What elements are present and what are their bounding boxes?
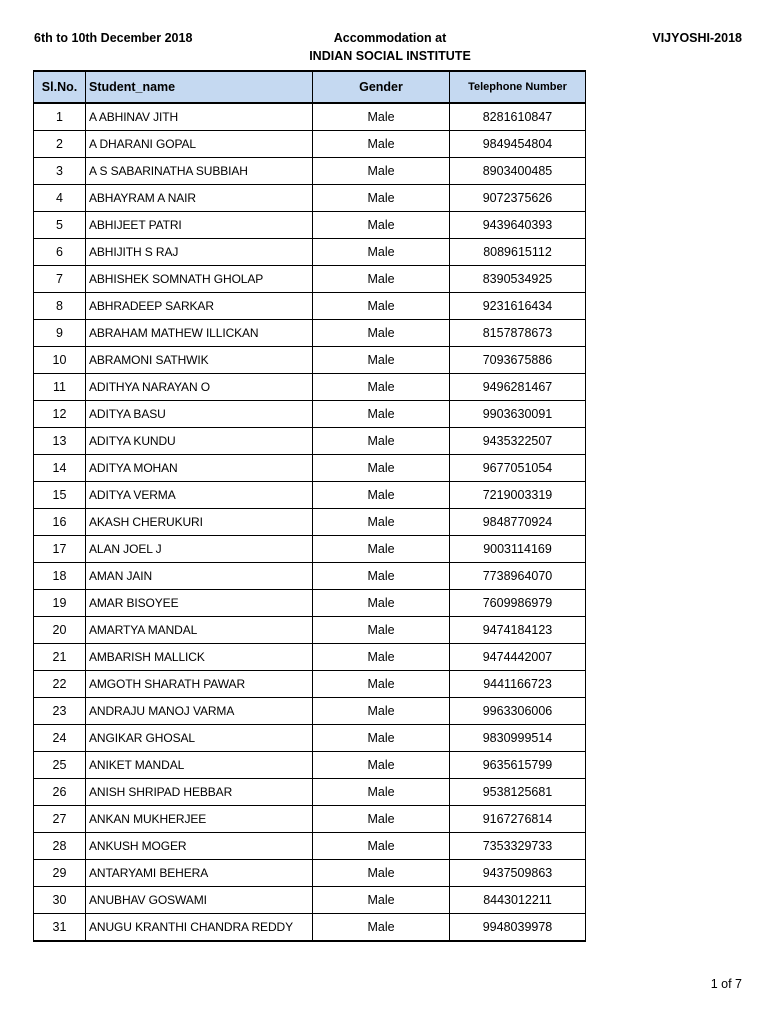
- cell-sl-no: 17: [34, 536, 86, 563]
- cell-student-name: ADITYA VERMA: [86, 482, 313, 509]
- column-header-gender: Gender: [313, 71, 450, 103]
- cell-gender: Male: [313, 617, 450, 644]
- cell-gender: Male: [313, 239, 450, 266]
- cell-gender: Male: [313, 509, 450, 536]
- cell-student-name: ABHAYRAM A NAIR: [86, 185, 313, 212]
- cell-sl-no: 22: [34, 671, 86, 698]
- table-row: [34, 131, 586, 158]
- cell-sl-no: 13: [34, 428, 86, 455]
- cell-student-name: A ABHINAV JITH: [86, 103, 313, 131]
- cell-student-name: ALAN JOEL J: [86, 536, 313, 563]
- cell-student-name: A DHARANI GOPAL: [86, 131, 313, 158]
- cell-telephone: 9635615799: [450, 752, 586, 779]
- cell-student-name: ADITYA KUNDU: [86, 428, 313, 455]
- cell-gender: Male: [313, 536, 450, 563]
- cell-telephone: 9474184123: [450, 617, 586, 644]
- cell-student-name: ANISH SHRIPAD HEBBAR: [86, 779, 313, 806]
- cell-gender: Male: [313, 212, 450, 239]
- cell-student-name: ANKAN MUKHERJEE: [86, 806, 313, 833]
- cell-gender: Male: [313, 320, 450, 347]
- cell-gender: Male: [313, 590, 450, 617]
- cell-sl-no: 1: [34, 103, 86, 131]
- cell-sl-no: 20: [34, 617, 86, 644]
- cell-student-name: ADITHYA NARAYAN O: [86, 374, 313, 401]
- cell-student-name: AMAR BISOYEE: [86, 590, 313, 617]
- cell-sl-no: 9: [34, 320, 86, 347]
- table-body: [34, 103, 586, 941]
- cell-student-name: AMGOTH SHARATH PAWAR: [86, 671, 313, 698]
- cell-student-name: ABRAHAM MATHEW ILLICKAN: [86, 320, 313, 347]
- cell-telephone: 7219003319: [450, 482, 586, 509]
- cell-telephone: 9231616434: [450, 293, 586, 320]
- column-header-student-name: Student_name: [86, 71, 313, 103]
- cell-telephone: 9003114169: [450, 536, 586, 563]
- cell-gender: Male: [313, 482, 450, 509]
- table-row: [34, 239, 586, 266]
- cell-telephone: 9903630091: [450, 401, 586, 428]
- cell-student-name: AMBARISH MALLICK: [86, 644, 313, 671]
- table-row: [34, 509, 586, 536]
- cell-student-name: ANIKET MANDAL: [86, 752, 313, 779]
- cell-sl-no: 8: [34, 293, 86, 320]
- cell-gender: Male: [313, 833, 450, 860]
- cell-student-name: ABHRADEEP SARKAR: [86, 293, 313, 320]
- header-title-line1: Accommodation at: [333, 31, 447, 45]
- cell-gender: Male: [313, 752, 450, 779]
- cell-student-name: A S SABARINATHA SUBBIAH: [86, 158, 313, 185]
- cell-student-name: AMAN JAIN: [86, 563, 313, 590]
- cell-gender: Male: [313, 455, 450, 482]
- cell-telephone: 8903400485: [450, 158, 586, 185]
- table-row: [34, 455, 586, 482]
- cell-student-name: ABHISHEK SOMNATH GHOLAP: [86, 266, 313, 293]
- cell-student-name: ADITYA MOHAN: [86, 455, 313, 482]
- table-row: [34, 833, 586, 860]
- table-row: [34, 266, 586, 293]
- cell-gender: Male: [313, 671, 450, 698]
- cell-gender: Male: [313, 725, 450, 752]
- cell-telephone: 8089615112: [450, 239, 586, 266]
- table-row: [34, 617, 586, 644]
- cell-student-name: ANGIKAR GHOSAL: [86, 725, 313, 752]
- cell-telephone: 9677051054: [450, 455, 586, 482]
- table-row: [34, 103, 586, 131]
- table-row: [34, 347, 586, 374]
- cell-gender: Male: [313, 401, 450, 428]
- table-row: [34, 320, 586, 347]
- table-row: [34, 779, 586, 806]
- table-row: [34, 401, 586, 428]
- cell-sl-no: 10: [34, 347, 86, 374]
- cell-gender: Male: [313, 266, 450, 293]
- table-row: [34, 212, 586, 239]
- cell-student-name: ABHIJITH S RAJ: [86, 239, 313, 266]
- cell-telephone: 9963306006: [450, 698, 586, 725]
- cell-student-name: AMARTYA MANDAL: [86, 617, 313, 644]
- cell-telephone: 9441166723: [450, 671, 586, 698]
- cell-telephone: 9437509863: [450, 860, 586, 887]
- cell-telephone: 9538125681: [450, 779, 586, 806]
- cell-gender: Male: [313, 644, 450, 671]
- cell-telephone: 8443012211: [450, 887, 586, 914]
- table-row: [34, 914, 586, 942]
- cell-gender: Male: [313, 806, 450, 833]
- table-row: [34, 698, 586, 725]
- cell-gender: Male: [313, 158, 450, 185]
- cell-student-name: AKASH CHERUKURI: [86, 509, 313, 536]
- cell-sl-no: 18: [34, 563, 86, 590]
- cell-student-name: ABHIJEET PATRI: [86, 212, 313, 239]
- table-row: [34, 590, 586, 617]
- cell-telephone: 9167276814: [450, 806, 586, 833]
- cell-gender: Male: [313, 374, 450, 401]
- table-row: [34, 374, 586, 401]
- cell-sl-no: 29: [34, 860, 86, 887]
- table-row: [34, 806, 586, 833]
- cell-student-name: ANKUSH MOGER: [86, 833, 313, 860]
- cell-gender: Male: [313, 131, 450, 158]
- cell-sl-no: 19: [34, 590, 86, 617]
- table-row: [34, 158, 586, 185]
- header-title: [250, 29, 530, 65]
- table-row: [34, 644, 586, 671]
- cell-sl-no: 30: [34, 887, 86, 914]
- cell-telephone: 9830999514: [450, 725, 586, 752]
- cell-student-name: ABRAMONI SATHWIK: [86, 347, 313, 374]
- cell-sl-no: 31: [34, 914, 86, 942]
- cell-sl-no: 14: [34, 455, 86, 482]
- cell-gender: Male: [313, 293, 450, 320]
- cell-student-name: ANUBHAV GOSWAMI: [86, 887, 313, 914]
- table-row: [34, 536, 586, 563]
- cell-telephone: 9849454804: [450, 131, 586, 158]
- table-row: [34, 725, 586, 752]
- table-row: [34, 428, 586, 455]
- table-row: [34, 293, 586, 320]
- cell-sl-no: 26: [34, 779, 86, 806]
- cell-sl-no: 24: [34, 725, 86, 752]
- cell-sl-no: 21: [34, 644, 86, 671]
- cell-student-name: ADITYA BASU: [86, 401, 313, 428]
- cell-sl-no: 11: [34, 374, 86, 401]
- table-row: [34, 563, 586, 590]
- cell-student-name: ANTARYAMI BEHERA: [86, 860, 313, 887]
- cell-gender: Male: [313, 347, 450, 374]
- cell-sl-no: 27: [34, 806, 86, 833]
- cell-sl-no: 7: [34, 266, 86, 293]
- table-row: [34, 860, 586, 887]
- cell-telephone: 7609986979: [450, 590, 586, 617]
- cell-telephone: 8281610847: [450, 103, 586, 131]
- cell-gender: Male: [313, 914, 450, 942]
- column-header-sl-no: Sl.No.: [34, 71, 86, 103]
- cell-sl-no: 6: [34, 239, 86, 266]
- header-dates: 6th to 10th December 2018: [34, 31, 193, 45]
- header-event: VIJYOSHI-2018: [652, 31, 742, 45]
- cell-telephone: 9072375626: [450, 185, 586, 212]
- cell-sl-no: 12: [34, 401, 86, 428]
- cell-telephone: 9435322507: [450, 428, 586, 455]
- cell-sl-no: 4: [34, 185, 86, 212]
- cell-gender: Male: [313, 103, 450, 131]
- page-number: 1 of 7: [710, 977, 742, 991]
- header-title-line2: INDIAN SOCIAL INSTITUTE: [309, 49, 471, 63]
- cell-sl-no: 5: [34, 212, 86, 239]
- cell-telephone: 8157878673: [450, 320, 586, 347]
- table-row: [34, 752, 586, 779]
- cell-student-name: ANDRAJU MANOJ VARMA: [86, 698, 313, 725]
- student-table: [33, 70, 586, 942]
- cell-sl-no: 28: [34, 833, 86, 860]
- cell-sl-no: 23: [34, 698, 86, 725]
- cell-gender: Male: [313, 563, 450, 590]
- cell-telephone: 9474442007: [450, 644, 586, 671]
- cell-telephone: 9496281467: [450, 374, 586, 401]
- table-row: [34, 482, 586, 509]
- cell-sl-no: 3: [34, 158, 86, 185]
- cell-gender: Male: [313, 887, 450, 914]
- cell-sl-no: 25: [34, 752, 86, 779]
- cell-gender: Male: [313, 779, 450, 806]
- table-header-row: [34, 71, 586, 103]
- cell-student-name: ANUGU KRANTHI CHANDRA REDDY: [86, 914, 313, 942]
- cell-telephone: 7738964070: [450, 563, 586, 590]
- cell-telephone: 9848770924: [450, 509, 586, 536]
- cell-telephone: 9439640393: [450, 212, 586, 239]
- cell-telephone: 8390534925: [450, 266, 586, 293]
- cell-sl-no: 2: [34, 131, 86, 158]
- cell-telephone: 7093675886: [450, 347, 586, 374]
- cell-sl-no: 16: [34, 509, 86, 536]
- cell-telephone: 9948039978: [450, 914, 586, 942]
- table-row: [34, 671, 586, 698]
- table-row: [34, 887, 586, 914]
- cell-telephone: 7353329733: [450, 833, 586, 860]
- table-row: [34, 185, 586, 212]
- cell-gender: Male: [313, 428, 450, 455]
- cell-gender: Male: [313, 185, 450, 212]
- cell-sl-no: 15: [34, 482, 86, 509]
- cell-gender: Male: [313, 860, 450, 887]
- column-header-telephone: Telephone Number: [450, 71, 586, 103]
- cell-gender: Male: [313, 698, 450, 725]
